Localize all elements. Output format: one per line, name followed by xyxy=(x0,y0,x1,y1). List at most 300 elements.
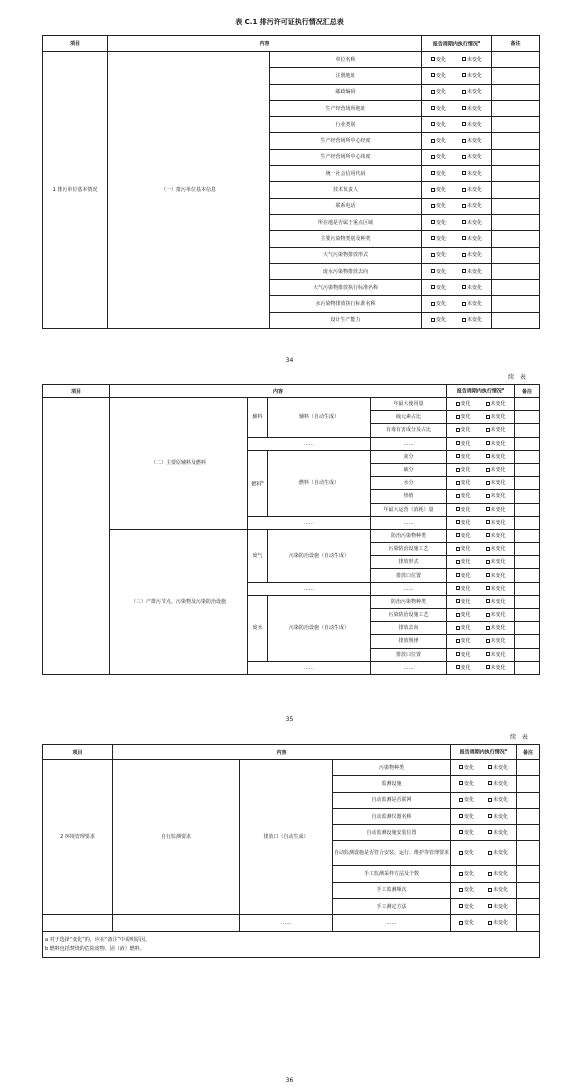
checkbox-box-icon xyxy=(486,494,490,498)
checkbox-box-icon xyxy=(456,415,460,419)
status-cell xyxy=(447,516,515,529)
checkbox-box-icon xyxy=(459,888,463,892)
checkbox-box-icon xyxy=(456,652,460,656)
changed-checkbox[interactable] xyxy=(431,122,446,128)
remark-cell xyxy=(515,503,540,516)
unchanged-checkbox[interactable] xyxy=(486,441,506,447)
changed-label: 变化 xyxy=(460,440,471,447)
status-cell xyxy=(447,463,515,476)
checkbox-box-icon xyxy=(431,236,435,240)
checkbox-box-icon xyxy=(488,798,492,802)
changed-label: 变化 xyxy=(463,829,474,836)
status-cell xyxy=(447,411,515,424)
changed-checkbox[interactable] xyxy=(431,73,446,79)
unchanged-checkbox[interactable] xyxy=(488,781,508,787)
field-cell: 所在地是否属于重点区域 xyxy=(270,214,422,230)
remark-cell xyxy=(492,182,540,198)
remark-cell xyxy=(515,477,540,490)
remark-cell xyxy=(492,166,540,182)
field-cell: 统一社会信用代码 xyxy=(270,166,422,182)
unchanged-checkbox[interactable] xyxy=(488,887,508,893)
changed-checkbox[interactable] xyxy=(456,652,471,658)
changed-label: 变化 xyxy=(463,813,474,820)
changed-label: 变化 xyxy=(463,850,474,857)
status-cell xyxy=(451,825,517,841)
checkbox-box-icon xyxy=(462,106,466,110)
changed-checkbox[interactable] xyxy=(456,586,471,592)
field-cell: 大气污染物排放形式 xyxy=(270,247,422,263)
unchanged-checkbox[interactable] xyxy=(462,252,482,258)
changed-checkbox[interactable] xyxy=(456,625,471,631)
checkbox-box-icon xyxy=(431,57,435,61)
changed-checkbox[interactable] xyxy=(459,904,474,910)
field-cell: 灰分 xyxy=(371,450,447,463)
status-cell xyxy=(447,450,515,463)
changed-checkbox[interactable] xyxy=(456,559,471,565)
checkbox-box-icon xyxy=(431,269,435,273)
unchanged-label: 未变化 xyxy=(490,612,506,619)
checkbox-box-icon xyxy=(456,454,460,458)
changed-label: 变化 xyxy=(460,401,471,408)
checkbox-box-icon xyxy=(456,547,460,551)
status-cell xyxy=(422,84,492,100)
page-number: 35 xyxy=(285,716,294,723)
field-cell: 生产经营场所中心经度 xyxy=(270,133,422,149)
category-cell: 燃料$^b$ xyxy=(248,450,268,516)
changed-checkbox[interactable] xyxy=(456,507,471,513)
category-cell: 废气 xyxy=(248,529,268,582)
field-cell: 设计生产能力 xyxy=(270,312,422,328)
changed-checkbox[interactable] xyxy=(431,106,446,112)
changed-label: 变化 xyxy=(460,625,471,632)
remark-cell xyxy=(517,808,540,824)
header-content: 内容 xyxy=(113,745,451,760)
changed-checkbox[interactable] xyxy=(456,480,471,486)
changed-label: 变化 xyxy=(460,546,471,553)
remark-cell xyxy=(492,312,540,328)
unchanged-checkbox[interactable] xyxy=(488,830,508,836)
unchanged-label: 未变化 xyxy=(490,480,506,487)
changed-checkbox[interactable] xyxy=(431,301,446,307)
unchanged-label: 未变化 xyxy=(490,506,506,513)
checkbox-box-icon xyxy=(456,665,460,669)
checkbox-box-icon xyxy=(488,851,492,855)
status-cell xyxy=(422,312,492,328)
checkbox-box-icon xyxy=(431,122,435,126)
remark-cell xyxy=(515,648,540,661)
unchanged-checkbox[interactable] xyxy=(486,520,506,526)
unchanged-checkbox[interactable] xyxy=(486,533,506,539)
field-cell: 主要污染物类别及种类 xyxy=(270,231,422,247)
changed-label: 变化 xyxy=(436,72,447,79)
changed-label: 变化 xyxy=(460,651,471,658)
changed-checkbox[interactable] xyxy=(431,89,446,95)
unchanged-label: 未变化 xyxy=(467,89,483,96)
subitem-cell: （二）主要原辅料及燃料 xyxy=(110,398,248,530)
unchanged-checkbox[interactable] xyxy=(486,480,506,486)
outlet-cell: 排放口（自动生成） xyxy=(240,760,333,915)
remark-cell xyxy=(517,841,540,866)
changed-checkbox[interactable] xyxy=(459,887,474,893)
summary-table-part1 xyxy=(42,35,540,329)
changed-checkbox[interactable] xyxy=(456,441,471,447)
remark-cell xyxy=(492,214,540,230)
checkbox-box-icon xyxy=(456,402,460,406)
checkbox-box-icon xyxy=(459,830,463,834)
summary-table-part2 xyxy=(42,384,540,675)
unchanged-label: 未变化 xyxy=(490,493,506,500)
unchanged-checkbox[interactable] xyxy=(486,652,506,658)
checkbox-box-icon xyxy=(462,269,466,273)
unchanged-checkbox[interactable] xyxy=(486,546,506,552)
remark-cell xyxy=(517,882,540,898)
changed-checkbox[interactable] xyxy=(456,638,471,644)
unchanged-checkbox[interactable] xyxy=(486,559,506,565)
remark-cell xyxy=(492,247,540,263)
unchanged-checkbox[interactable] xyxy=(462,57,482,63)
changed-checkbox[interactable] xyxy=(456,520,471,526)
unchanged-checkbox[interactable] xyxy=(486,493,506,499)
changed-checkbox[interactable] xyxy=(459,765,474,771)
field-cell: 技术负责人 xyxy=(270,182,422,198)
remark-cell xyxy=(517,792,540,808)
unchanged-label: 未变化 xyxy=(467,301,483,308)
unchanged-checkbox[interactable] xyxy=(462,122,482,128)
checkbox-box-icon xyxy=(486,613,490,617)
checkbox-box-icon xyxy=(486,652,490,656)
changed-checkbox[interactable] xyxy=(431,187,446,193)
ellipsis-cell: …… xyxy=(240,915,333,931)
changed-label: 变化 xyxy=(436,268,447,275)
changed-checkbox[interactable] xyxy=(456,454,471,460)
status-cell xyxy=(447,543,515,556)
unchanged-label: 未变化 xyxy=(467,284,483,291)
unchanged-checkbox[interactable] xyxy=(488,814,508,820)
unchanged-label: 未变化 xyxy=(492,850,508,857)
field-cell: 热值 xyxy=(371,490,447,503)
changed-checkbox[interactable] xyxy=(431,138,446,144)
unchanged-checkbox[interactable] xyxy=(462,187,482,193)
remark-cell xyxy=(492,263,540,279)
remark-cell xyxy=(492,100,540,116)
unchanged-checkbox[interactable] xyxy=(462,269,482,275)
checkbox-box-icon xyxy=(459,798,463,802)
status-cell xyxy=(451,776,517,792)
remark-cell xyxy=(515,463,540,476)
checkbox-box-icon xyxy=(486,639,490,643)
unchanged-checkbox[interactable] xyxy=(486,454,506,460)
unchanged-label: 未变化 xyxy=(467,105,483,112)
changed-label: 变化 xyxy=(460,664,471,671)
unchanged-label: 未变化 xyxy=(492,920,508,927)
changed-label: 变化 xyxy=(436,301,447,308)
table-row xyxy=(43,529,540,542)
status-cell xyxy=(451,792,517,808)
changed-checkbox[interactable] xyxy=(431,236,446,242)
changed-checkbox[interactable] xyxy=(431,252,446,258)
unchanged-label: 未变化 xyxy=(492,887,508,894)
changed-checkbox[interactable] xyxy=(456,599,471,605)
changed-checkbox[interactable] xyxy=(456,401,471,407)
unchanged-checkbox[interactable] xyxy=(462,89,482,95)
changed-checkbox[interactable] xyxy=(431,154,446,160)
unchanged-label: 未变化 xyxy=(490,414,506,421)
changed-checkbox[interactable] xyxy=(431,220,446,226)
field-cell: 水分 xyxy=(371,477,447,490)
checkbox-box-icon xyxy=(488,904,492,908)
remark-cell xyxy=(515,635,540,648)
unchanged-label: 未变化 xyxy=(490,664,506,671)
unchanged-label: 未变化 xyxy=(467,72,483,79)
changed-checkbox[interactable] xyxy=(459,781,474,787)
status-cell xyxy=(451,866,517,882)
checkbox-box-icon xyxy=(488,830,492,834)
field-cell: 排放去向 xyxy=(371,622,447,635)
changed-label: 变化 xyxy=(463,797,474,804)
status-cell xyxy=(451,915,517,931)
unchanged-checkbox[interactable] xyxy=(486,573,506,579)
unchanged-checkbox[interactable] xyxy=(486,586,506,592)
changed-checkbox[interactable] xyxy=(459,797,474,803)
checkbox-box-icon xyxy=(488,921,492,925)
field-cell: 生产经营场所中心纬度 xyxy=(270,149,422,165)
changed-label: 变化 xyxy=(463,780,474,787)
ellipsis-cell: …… xyxy=(248,661,371,674)
changed-checkbox[interactable] xyxy=(456,546,471,552)
checkbox-box-icon xyxy=(456,441,460,445)
checkbox-box-icon xyxy=(486,428,490,432)
checkbox-box-icon xyxy=(456,573,460,577)
unchanged-checkbox[interactable] xyxy=(486,625,506,631)
unchanged-checkbox[interactable] xyxy=(488,797,508,803)
field-cell: 监测设施 xyxy=(333,776,451,792)
status-cell xyxy=(422,280,492,296)
status-cell xyxy=(451,882,517,898)
unchanged-label: 未变化 xyxy=(490,467,506,474)
status-cell xyxy=(447,490,515,503)
checkbox-box-icon xyxy=(462,90,466,94)
field-cell: 自动监测设施是否符合安装、运行、维护等管理要求 xyxy=(333,841,451,866)
unchanged-checkbox[interactable] xyxy=(462,154,482,160)
checkbox-box-icon xyxy=(486,547,490,551)
remark-cell xyxy=(515,424,540,437)
unchanged-label: 未变化 xyxy=(490,519,506,526)
unchanged-label: 未变化 xyxy=(467,187,483,194)
changed-checkbox[interactable] xyxy=(456,427,471,433)
checkbox-box-icon xyxy=(462,155,466,159)
footnote-cell xyxy=(43,931,540,957)
remark-cell xyxy=(517,899,540,915)
checkbox-box-icon xyxy=(431,220,435,224)
unchanged-checkbox[interactable] xyxy=(486,507,506,513)
checkbox-box-icon xyxy=(456,613,460,617)
status-cell xyxy=(447,529,515,542)
remark-cell xyxy=(517,776,540,792)
checkbox-box-icon xyxy=(459,765,463,769)
ellipsis-cell: …… xyxy=(248,582,371,595)
changed-checkbox[interactable] xyxy=(459,850,474,856)
unchanged-checkbox[interactable] xyxy=(462,317,482,323)
page-number: 34 xyxy=(285,357,294,364)
remark-cell xyxy=(492,280,540,296)
changed-checkbox[interactable] xyxy=(456,665,471,671)
checkbox-box-icon xyxy=(486,454,490,458)
changed-checkbox[interactable] xyxy=(456,467,471,473)
checkbox-box-icon xyxy=(456,560,460,564)
status-cell xyxy=(447,635,515,648)
checkbox-box-icon xyxy=(486,468,490,472)
checkbox-box-icon xyxy=(486,586,490,590)
remark-cell xyxy=(515,411,540,424)
field-cell: 防治污染物种类 xyxy=(371,529,447,542)
checkbox-box-icon xyxy=(431,171,435,175)
changed-label: 变化 xyxy=(436,89,447,96)
unchanged-checkbox[interactable] xyxy=(462,220,482,226)
changed-label: 变化 xyxy=(460,638,471,645)
status-cell xyxy=(422,166,492,182)
name-cell: 燃料（自动生成） xyxy=(268,450,371,516)
unchanged-checkbox[interactable] xyxy=(462,301,482,307)
unchanged-label: 未变化 xyxy=(490,559,506,566)
changed-checkbox[interactable] xyxy=(431,269,446,275)
unchanged-checkbox[interactable] xyxy=(462,236,482,242)
changed-checkbox[interactable] xyxy=(459,830,474,836)
changed-checkbox[interactable] xyxy=(431,285,446,291)
status-cell xyxy=(422,100,492,116)
changed-label: 变化 xyxy=(460,532,471,539)
checkbox-box-icon xyxy=(486,415,490,419)
changed-checkbox[interactable] xyxy=(456,533,471,539)
changed-checkbox[interactable] xyxy=(456,612,471,618)
changed-label: 变化 xyxy=(436,203,447,210)
status-cell xyxy=(422,231,492,247)
ellipsis-cell: …… xyxy=(371,582,447,595)
changed-checkbox[interactable] xyxy=(459,871,474,877)
unchanged-label: 未变化 xyxy=(490,572,506,579)
page-number: 36 xyxy=(285,1077,294,1084)
unchanged-label: 未变化 xyxy=(490,546,506,553)
field-cell: 排放口位置 xyxy=(371,648,447,661)
continued-label: 续 表 xyxy=(508,374,528,381)
status-cell xyxy=(422,117,492,133)
unchanged-checkbox[interactable] xyxy=(488,765,508,771)
changed-checkbox[interactable] xyxy=(459,814,474,820)
unchanged-checkbox[interactable] xyxy=(486,427,506,433)
unchanged-label: 未变化 xyxy=(490,598,506,605)
changed-label: 变化 xyxy=(436,235,447,242)
unchanged-label: 未变化 xyxy=(492,871,508,878)
unchanged-label: 未变化 xyxy=(467,268,483,275)
checkbox-box-icon xyxy=(486,665,490,669)
status-cell xyxy=(422,52,492,68)
unchanged-checkbox[interactable] xyxy=(486,665,506,671)
ellipsis-cell: …… xyxy=(333,915,451,931)
field-cell: 手工监测采样方法及个数 xyxy=(333,866,451,882)
field-cell: 单位名称 xyxy=(270,52,422,68)
subitem-cell: 自行监测要求 xyxy=(113,760,240,915)
unchanged-checkbox[interactable] xyxy=(488,850,508,856)
changed-checkbox[interactable] xyxy=(459,920,474,926)
unchanged-checkbox[interactable] xyxy=(486,401,506,407)
field-cell: 污染防治设施工艺 xyxy=(371,543,447,556)
checkbox-box-icon xyxy=(456,533,460,537)
unchanged-checkbox[interactable] xyxy=(488,871,508,877)
unchanged-checkbox[interactable] xyxy=(488,904,508,910)
unchanged-checkbox[interactable] xyxy=(462,106,482,112)
field-cell: 行业类别 xyxy=(270,117,422,133)
item-cell: 2 环境管理要求 xyxy=(43,760,113,915)
table-row xyxy=(43,931,540,957)
unchanged-label: 未变化 xyxy=(490,638,506,645)
unchanged-checkbox[interactable] xyxy=(486,414,506,420)
checkbox-box-icon xyxy=(462,73,466,77)
unchanged-checkbox[interactable] xyxy=(462,171,482,177)
status-cell xyxy=(422,296,492,312)
unchanged-checkbox[interactable] xyxy=(488,920,508,926)
status-cell xyxy=(422,182,492,198)
header-status: 报告周期内执行情况$^a$ xyxy=(447,385,515,398)
unchanged-checkbox[interactable] xyxy=(486,638,506,644)
changed-label: 变化 xyxy=(460,480,471,487)
unchanged-label: 未变化 xyxy=(490,585,506,592)
status-cell xyxy=(422,247,492,263)
header-remark: 备注 xyxy=(492,36,540,52)
changed-label: 变化 xyxy=(463,920,474,927)
field-cell: 有毒有害成分及占比 xyxy=(371,424,447,437)
field-cell: 自动监测仪器名称 xyxy=(333,808,451,824)
unchanged-checkbox[interactable] xyxy=(486,612,506,618)
checkbox-box-icon xyxy=(459,851,463,855)
changed-label: 变化 xyxy=(436,219,447,226)
changed-label: 变化 xyxy=(463,903,474,910)
remark-cell xyxy=(517,915,540,931)
category-cell: 辅料 xyxy=(248,398,268,438)
unchanged-label: 未变化 xyxy=(490,532,506,539)
checkbox-box-icon xyxy=(431,90,435,94)
changed-checkbox[interactable] xyxy=(431,171,446,177)
unchanged-checkbox[interactable] xyxy=(486,599,506,605)
unchanged-checkbox[interactable] xyxy=(462,285,482,291)
unchanged-checkbox[interactable] xyxy=(462,138,482,144)
changed-checkbox[interactable] xyxy=(431,317,446,323)
changed-checkbox[interactable] xyxy=(431,203,446,209)
changed-checkbox[interactable] xyxy=(456,414,471,420)
checkbox-box-icon xyxy=(431,73,435,77)
changed-checkbox[interactable] xyxy=(431,57,446,63)
changed-checkbox[interactable] xyxy=(456,573,471,579)
checkbox-box-icon xyxy=(486,533,490,537)
changed-label: 变化 xyxy=(463,764,474,771)
unchanged-checkbox[interactable] xyxy=(462,73,482,79)
checkbox-box-icon xyxy=(431,188,435,192)
checkbox-box-icon xyxy=(459,814,463,818)
changed-label: 变化 xyxy=(436,154,447,161)
field-cell: 污染物种类 xyxy=(333,760,451,776)
checkbox-box-icon xyxy=(486,520,490,524)
unchanged-checkbox[interactable] xyxy=(462,203,482,209)
unchanged-label: 未变化 xyxy=(467,154,483,161)
unchanged-label: 未变化 xyxy=(492,780,508,787)
ellipsis-cell: …… xyxy=(371,516,447,529)
unchanged-checkbox[interactable] xyxy=(486,467,506,473)
status-cell xyxy=(447,424,515,437)
unchanged-label: 未变化 xyxy=(467,121,483,128)
field-cell: 硫元素占比 xyxy=(371,411,447,424)
checkbox-box-icon xyxy=(462,122,466,126)
status-cell xyxy=(447,398,515,411)
changed-checkbox[interactable] xyxy=(456,493,471,499)
status-cell xyxy=(422,68,492,84)
